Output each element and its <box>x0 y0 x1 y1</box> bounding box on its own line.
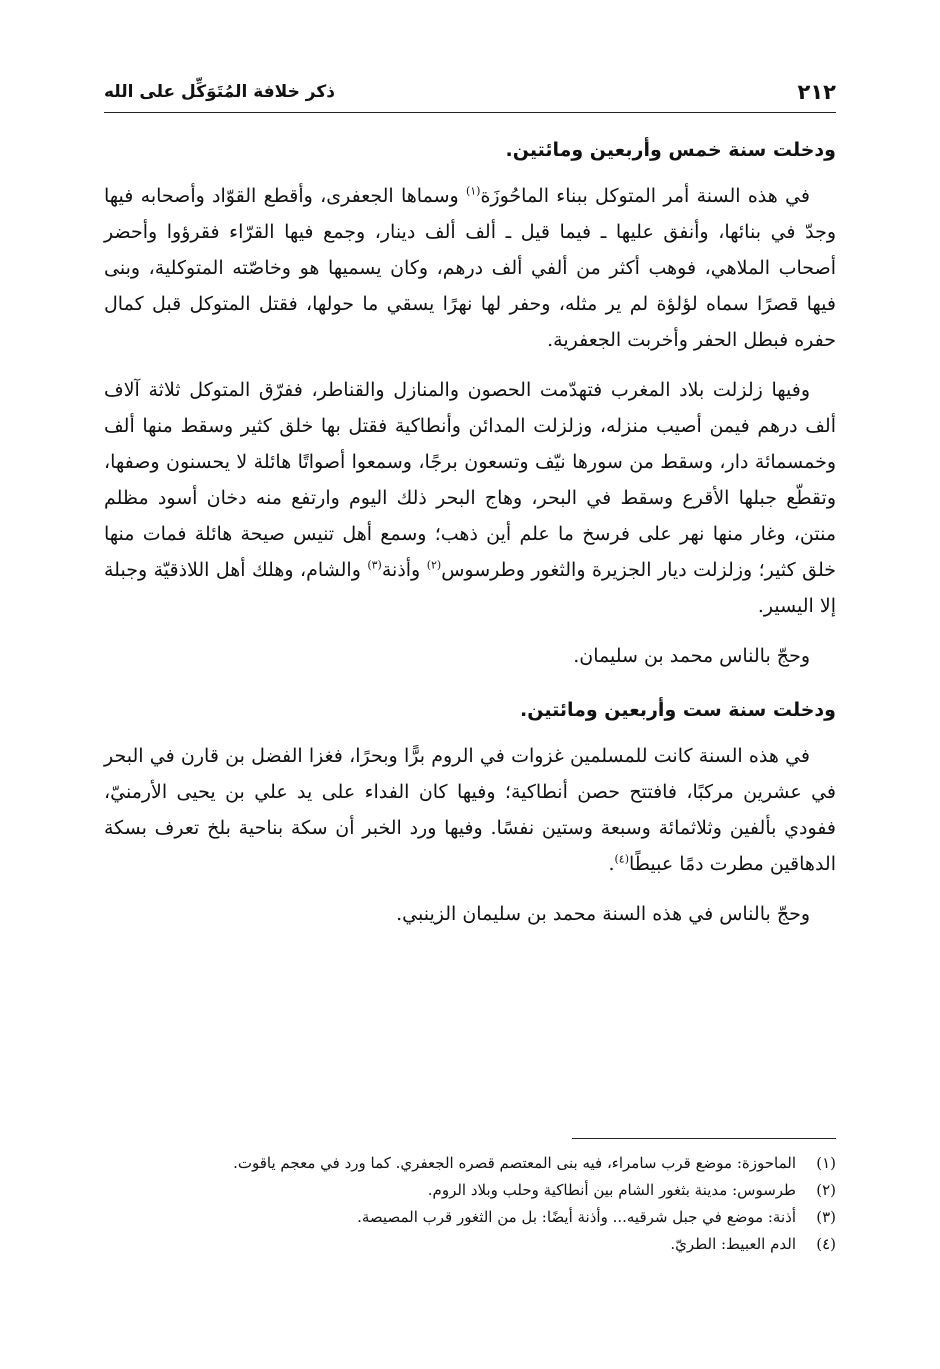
paragraph-text: . <box>608 853 615 875</box>
footnote-number: (٤) <box>816 1235 836 1253</box>
paragraph-earthquakes <box>104 372 836 624</box>
footnote-ref-1: (١) <box>465 184 481 198</box>
footnote-number: (٢) <box>816 1181 836 1199</box>
paragraph-text: وأذنة <box>381 559 427 581</box>
running-title: ذكر خلافة المُتَوَكِّل على الله <box>104 82 335 102</box>
footnote-text: الدم العبيط: الطريّ. <box>670 1235 796 1253</box>
section-heading-245: ودخلت سنة خمس وأربعين ومائتين. <box>505 139 836 161</box>
footnote-1 <box>104 1150 836 1177</box>
page-number: ٢١٢ <box>797 80 836 104</box>
footnote-ref-3: (٣) <box>367 558 382 572</box>
footnote-text: الماحوزة: موضع قرب سامراء، فيه بنى المعتصم قصره الجعفري. كما ورد في معجم ياقوت. <box>233 1154 796 1172</box>
footnote-ref-4: (٤) <box>614 852 629 866</box>
footnote-number: (١) <box>816 1154 836 1172</box>
footnote-text: طرسوس: مدينة بثغور الشام بين أنطاكية وحلب وبلاد الروم. <box>427 1181 796 1199</box>
footnote-number: (٣) <box>816 1208 836 1226</box>
footnote-4 <box>104 1231 836 1258</box>
paragraph-hajj-246: وحجّ بالناس في هذه السنة محمد بن سليمان الزينبي. <box>396 903 810 925</box>
paragraph-text: في هذه السنة أمر المتوكل ببناء الماحُوزَة <box>480 185 810 207</box>
footnote-2 <box>104 1177 836 1204</box>
main-text <box>104 132 836 950</box>
paragraph-text: والشام، وهلك أهل اللاذقيّة وجبلة إلا اليسير. <box>104 559 836 617</box>
footnote-ref-2: (٢) <box>426 558 442 572</box>
paragraph-jafariyya <box>104 178 836 358</box>
page-header <box>104 78 836 113</box>
paragraph-hajj-245: وحجّ بالناس محمد بن سليمان. <box>573 645 810 667</box>
footnotes <box>104 1150 836 1258</box>
paragraph-text: في هذه السنة كانت للمسلمين غزوات في الروم برًّا وبحرًا، فغزا الفضل بن قارن في البحر في عشرين مركبًا، فافتتح حصن أنطاكية؛ وفيها كان الفداء على يد علي بن يحيى الأرمنيّ، ففودي بألفين وثلاثمائة وسبعة وستين نفسًا. وفيها ورد الخبر أن سكة بناحية بلخ تعرف بسكة الدهاقين مطرت دمًا عبيطًا <box>104 745 836 875</box>
footnote-divider <box>572 1138 836 1139</box>
paragraph-text: وسماها الجعفرى، وأقطع القوّاد وأصحابه فيها وجدّ في بنائها، وأنفق عليها ـ فيما قيل ـ ألف ألف دينار، وجمع فيها القرّاء فقرؤوا وأحضر أصحاب الملاهي، فوهب أكثر من ألفي ألف درهم، وكان يسميها هو وخاصّته المتوكلية، وبنى فيها قصرًا سماه لؤلؤة لم ير مثله، وحفر لها نهرًا يسقي ما حولها، فقتل المتوكل قبل كمال حفره فبطل الحفر وأخربت الجعفرية. <box>104 185 836 351</box>
paragraph-text: وفيها زلزلت بلاد المغرب فتهدّمت الحصون والمنازل والقناطر، ففرّق المتوكل ثلاثة آلاف ألف درهم فيمن أصيب منزله، وزلزلت المدائن وأنطاكية فقتل بها خلق كثير وسقط منها ألف وخمسمائة دار، وسقط من سورها نيّف وتسعون برجًا، وسمعوا أصواتًا هائلة لا يحسنون وصفها، وتقطّع جبلها الأقرع وسقط في البحر، وهاج البحر ذلك اليوم وارتفع منه دخان أسود مظلم منتن، وغار منها نهر على فرسخ ما علم أين ذهب؛ وسمع أهل تنيس صيحة هائلة فمات منها خلق كثير؛ وزلزلت ديار الجزيرة والثغور وطرسوس <box>104 379 836 581</box>
footnote-3 <box>104 1204 836 1231</box>
paragraph-raids <box>104 738 836 882</box>
section-heading-246: ودخلت سنة ست وأربعين ومائتين. <box>520 699 836 721</box>
footnote-text: أذنة: موضع في جبل شرقيه... وأذنة أيضًا: بل من الثغور قرب المصيصة. <box>357 1208 796 1226</box>
